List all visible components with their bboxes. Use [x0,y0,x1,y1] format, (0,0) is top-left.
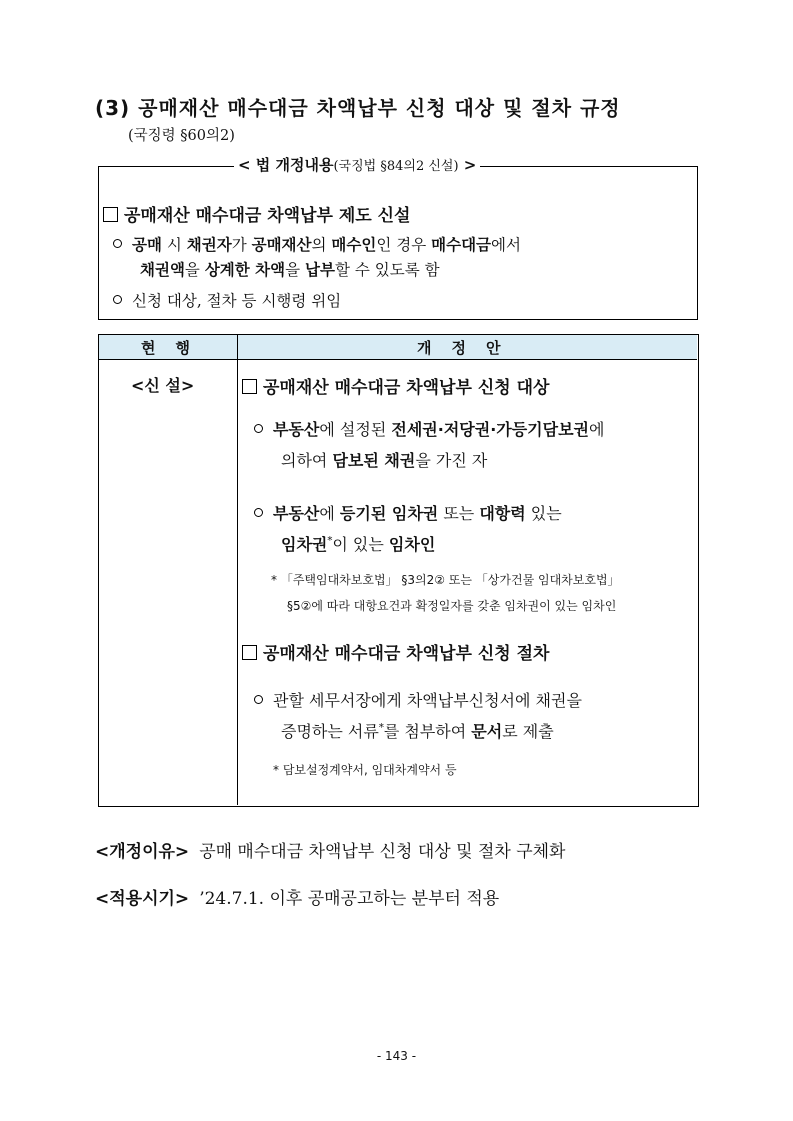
bullet-3-line2: 증명하는 서류*를 첨부하여 문서로 제출 [281,722,554,741]
legend-text: < 법 개정내용(국징법 §84의2 신설) > [234,154,480,175]
page-number: - 143 - [376,1049,417,1063]
summary-heading: 공매재산 매수대금 차액납부 제도 신설 [103,201,410,226]
bullet-1: 부동산에 설정된 전세권·저당권·가등기담보권에 [254,417,604,440]
bullet-circle-icon [113,295,122,304]
bullet-circle-icon [113,239,122,248]
effective-text: ’24.7.1. 이후 공매공고하는 분부터 적용 [199,889,500,909]
summary-box [98,166,698,320]
checkbox-square-icon [242,379,257,394]
legend-rule-right [560,166,698,167]
column-divider [237,335,238,805]
summary-legend [98,154,698,178]
checkbox-square-icon [242,645,257,660]
reason-text: 공매 매수대금 차액납부 신청 대상 및 절차 구체화 [199,842,566,862]
bullet-circle-icon [254,424,263,433]
summary-item-2: 신청 대상, 절차 등 시행령 위임 [113,289,341,311]
current-cell: <신 설> [131,376,195,395]
section-subtitle: (국징령 §60의2) [128,128,235,144]
bullet-2: 부동산에 등기된 임차권 또는 대항력 있는 [254,501,562,524]
reason-label: <개정이유> [95,842,190,862]
note-1-line2: §5②에 따라 대항요건과 확정일자를 갖춘 임차권이 있는 임차인 [287,599,617,613]
bullet-circle-icon [254,695,263,704]
summary-item-1: 공매 시 채권자가 공매재산의 매수인인 경우 매수대금에서 [113,233,521,255]
header-proposed: 개정안 [417,339,521,357]
proposed-heading-2: 공매재산 매수대금 차액납부 신청 절차 [242,639,549,664]
legend-rule-left [98,166,238,167]
effective-line [95,884,499,909]
note-2: * 담보설정계약서, 임대차계약서 등 [273,763,457,777]
effective-label: <적용시기> [95,889,190,909]
bullet-3: 관할 세무서장에게 차액납부신청서에 채권을 [254,688,582,711]
proposed-heading-1: 공매재산 매수대금 차액납부 신청 대상 [242,373,549,398]
bullet-circle-icon [254,508,263,517]
bullet-2-line2: 임차권*이 있는 임차인 [281,535,436,554]
header-current: 현행 [141,339,210,357]
table-header-row [99,335,697,360]
reason-line [95,837,565,862]
bullet-1-line2: 의하여 담보된 채권을 가진 자 [281,451,488,470]
summary-item-1-line2: 채권액을 상계한 차액을 납부할 수 있도록 함 [140,261,440,279]
note-1-line1: * 「주택임대차보호법」 §3의2② 또는 「상가건물 임대차보호법」 [271,573,620,587]
checkbox-square-icon [103,207,118,222]
comparison-table [98,334,699,807]
section-title: (3) 공매재산 매수대금 차액납부 신청 대상 및 절차 규정 [95,96,621,120]
